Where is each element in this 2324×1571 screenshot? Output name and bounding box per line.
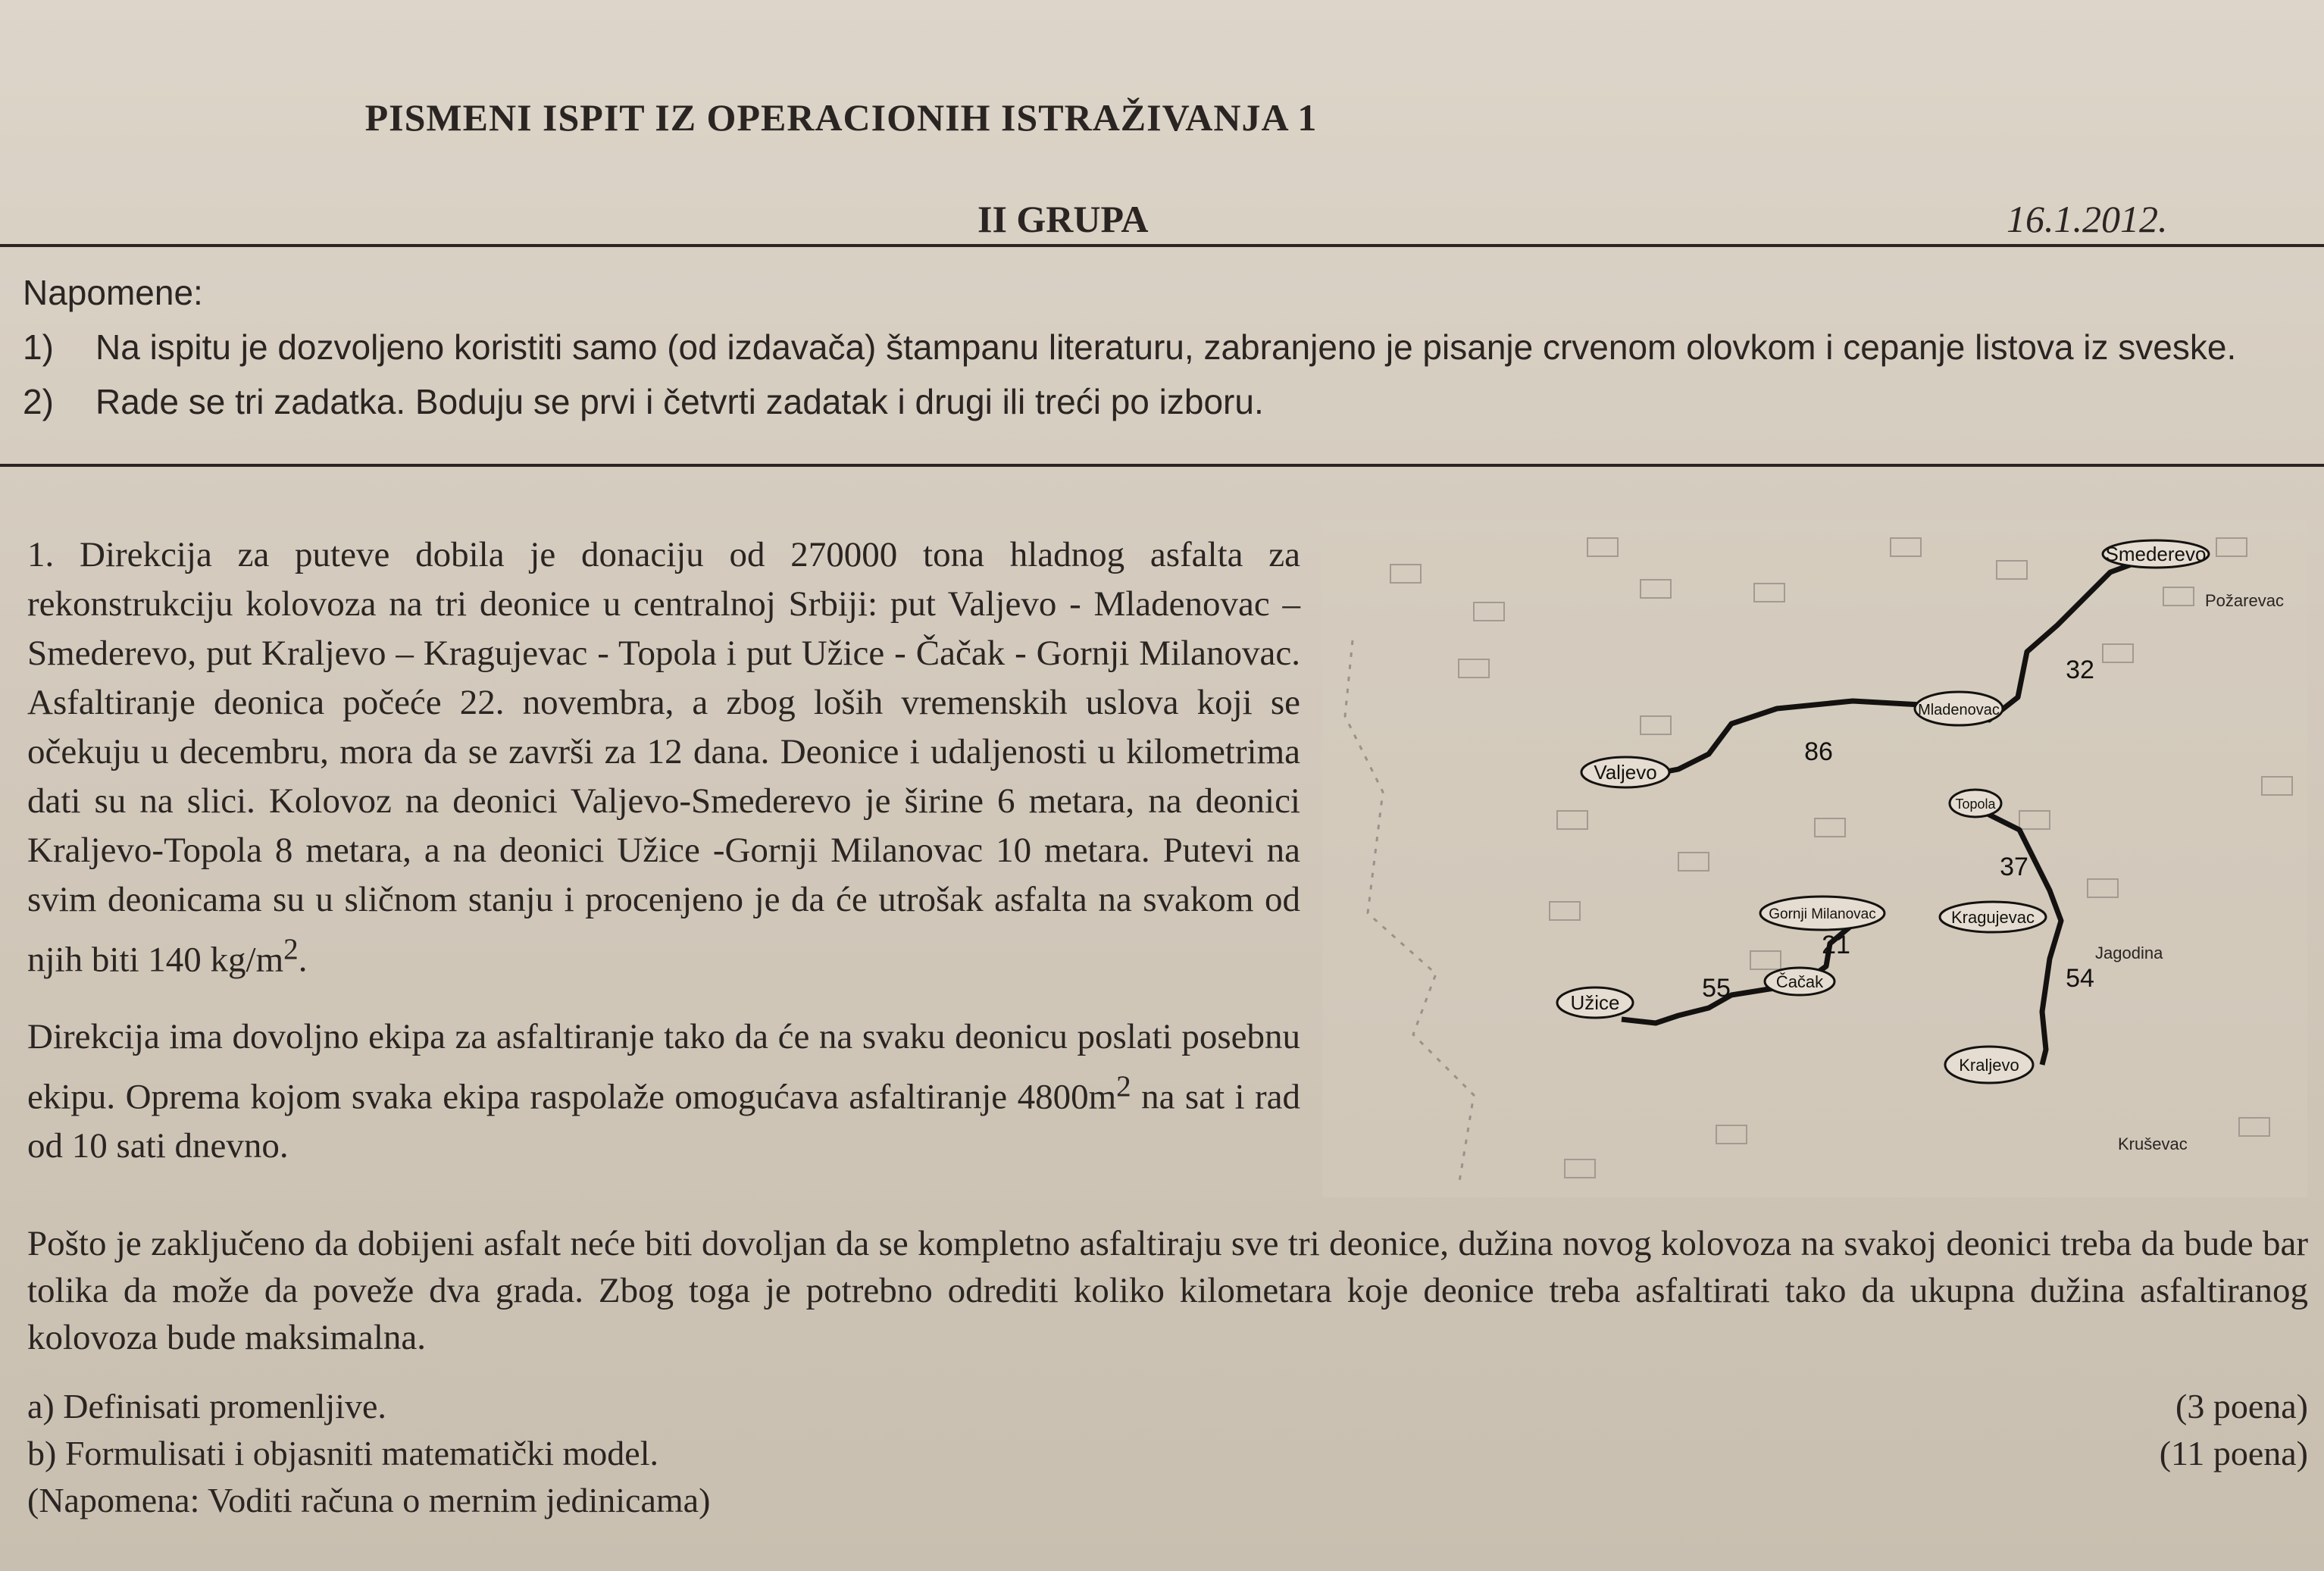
city-gornji-milanovac: Gornji Milanovac	[1769, 906, 1876, 922]
task1-item-a	[27, 1383, 2308, 1430]
city-uzice: Užice	[1570, 991, 1620, 1014]
city-topola: Topola	[1955, 796, 1996, 812]
exam-title: PISMENI ISPIT IZ OPERACIONIH ISTRAŽIVANJA 1	[364, 96, 1318, 139]
distance-valjevo-mladenovac: 86	[1804, 737, 1833, 766]
place-jagodina: Jagodina	[2095, 944, 2163, 962]
item-b-text: b) Formulisati i objasniti matematički model.	[27, 1434, 658, 1472]
distance-mladenovac-smederevo: 32	[2066, 656, 2094, 684]
divider-notes	[0, 464, 2324, 467]
city-kragujevac: Kragujevac	[1950, 908, 2035, 927]
note-text: Na ispitu je dozvoljeno koristiti samo (od izdavača) štampanu literaturu, zabranjeno je pisanje crvenom olovkom i cepanje listova iz sveske.	[95, 327, 2237, 367]
divider-top	[0, 244, 2324, 247]
task1-items	[27, 1383, 2308, 1524]
note-number: 1)	[23, 327, 54, 367]
task1-note: (Napomena: Voditi računa o mernim jedinicama)	[27, 1481, 711, 1519]
exam-date: 16.1.2012.	[2007, 198, 2168, 240]
task1-item-b	[27, 1430, 2308, 1477]
exam-group: II GRUPA	[977, 198, 1149, 240]
city-mladenovac: Mladenovac	[1918, 702, 2000, 718]
note-item	[23, 374, 2311, 429]
task1-paragraph-1: 1. Direkcija za puteve dobila je donaciju od 270000 tona hladnog asfalta za rekonstrukciju kolovoza na tri deonice u centralnoj Srbiji: put Valjevo - Mladenovac – Smederevo, put Kraljevo – Kragujevac - Topola i put Užice - Čačak - Gornji Milanovac. Asfaltiranje deonica počeće 22. novembra, a zbog loših vremenskih uslova koji se očekuju u decembru, mora da se završi za 12 dana. Deonice i udaljenosti u kilometrima dati su na slici. Kolovoz na deonici Valjevo-Smederevo je širine 6 metara, na deonici Kraljevo-Topola 8 metara, a na deonici Užice -Gornji Milanovac 10 metara. Putevi na svim deonicama su u sličnom stanju i procenjeno je da će utrošak asfalta na svakom od njih biti 140 $kg/m^2$.	[27, 535, 1300, 980]
note-text: Rade se tri zadatka. Boduju se prvi i četvrti zadatak i drugi ili treći po izboru.	[95, 382, 1264, 421]
city-kraljevo: Kraljevo	[1959, 1056, 2019, 1075]
notes-heading: Napomene:	[23, 273, 203, 312]
item-b-points: (11 poena)	[2159, 1434, 2308, 1472]
road-map	[1322, 519, 2307, 1197]
city-valjevo: Valjevo	[1594, 761, 1657, 784]
item-a-text: a) Definisati promenljive.	[27, 1387, 386, 1425]
city-smederevo: Smederevo	[2105, 543, 2207, 565]
place-pozarevac: Požarevac	[2205, 591, 2284, 610]
item-a-points: (3 poena)	[2175, 1387, 2308, 1425]
distance-topola-kragujevac: 37	[2000, 853, 2028, 881]
place-krusevac: Kruševac	[2118, 1134, 2188, 1153]
task1-paragraph-2: Direkcija ima dovoljno ekipa za asfaltiranje tako da će na svaku deonicu poslati posebnu ekipu. Oprema kojom svaka ekipa raspolaže omogućava asfaltiranje $4800m^2$ na sat i rad od 10 sati dnevno.	[27, 1016, 1300, 1166]
note-item	[23, 320, 2311, 374]
distance-cacak-gornji-milanovac: 21	[1822, 931, 1850, 959]
city-cacak: Čačak	[1775, 972, 1824, 991]
task1-text	[27, 530, 1300, 1171]
notes-section	[23, 265, 2311, 429]
note-number: 2)	[23, 382, 54, 421]
distance-kragujevac-kraljevo: 54	[2066, 964, 2094, 993]
task1-paragraph-3: Pošto je zaključeno da dobijeni asfalt neće biti dovoljan da se kompletno asfaltiraju sve tri deonice, dužina novog kolovoza na svakoj deonici treba da bude bar tolika da može da poveže dva grada. Zbog toga je potrebno odrediti koliko kilometara koje deonice treba asfaltirati tako da ukupna dužina asfaltiranog kolovoza bude maksimalna.	[27, 1224, 2308, 1357]
distance-uzice-cacak: 55	[1702, 974, 1731, 1003]
